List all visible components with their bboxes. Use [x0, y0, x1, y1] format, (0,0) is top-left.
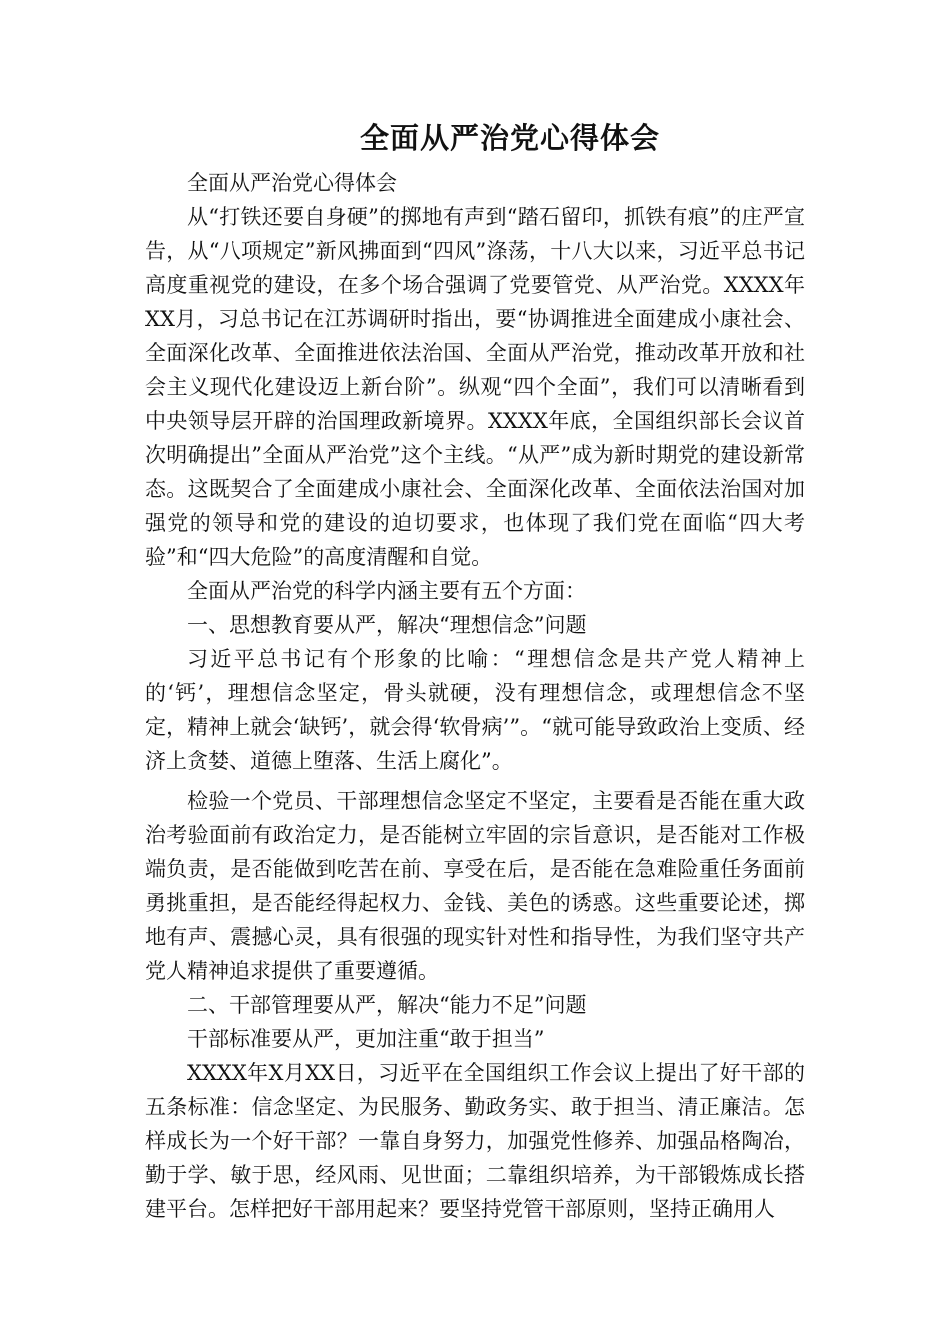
section-heading-1: 一、思想教育要从严，解决“理想信念”问题	[187, 613, 587, 637]
paragraph-ideals-test: 检验一个党员、干部理想信念坚定不坚定，主要看是否能在重大政治考验面前有政治定力，是否能树立牢固的宗旨意识，是否能对工作极端负责，是否能做到吃苦在前、享受在后，是否能在急难险重任务面前勇挑重担，是否能经得起权力、金钱、美色的诱惑。这些重要论述，掷地有声、震撼心灵，具有很强的现实针对性和指导性，为我们坚守共产党人精神追求提供了重要遵循。	[145, 789, 805, 983]
document-page	[145, 118, 805, 1226]
paragraph-ideals-metaphor: 习近平总书记有个形象的比喻：“理想信念是共产党人精神上的‘钙’，理想信念坚定，骨头就硬，没有理想信念，或理想信念不坚定，精神上就会‘缺钙’，就会得‘软骨病’”。“就可能导致政治上变质、经济上贪婪、道德上堕落、生活上腐化”。	[145, 647, 805, 773]
paragraph-intro: 从“打铁还要自身硬”的掷地有声到“踏石留印，抓铁有痕”的庄严宣告，从“八项规定”新风拂面到“四风”涤荡，十八大以来，习近平总书记高度重视党的建设，在多个场合强调了党要管党、从严治党。XXXX年XX月，习总书记在江苏调研时指出，要“协调推进全面建成小康社会、全面深化改革、全面推进依法治国、全面从严治党，推动改革开放和社会主义现代化建设迈上新台阶”。纵观“四个全面”，我们可以清晰看到中央领导层开辟的治国理政新境界。XXXX年底，全国组织部长会议首次明确提出”全面从严治党”这个主线。“从严”成为新时期党的建设新常态。这既契合了全面建成小康社会、全面深化改革、全面依法治国对加强党的领导和党的建设的迫切要求，也体现了我们党在面临“四大考验”和“四大危险”的高度清醒和自觉。	[145, 205, 805, 569]
paragraph-good-cadre: XXXX年X月XX日，习近平在全国组织工作会议上提出了好干部的五条标准：信念坚定、为民服务、勤政务实、敢于担当、清正廉洁。怎样成长为一个好干部？一靠自身努力，加强党性修养、加强品格陶冶，勤于学、敏于思，经风雨、见世面；二靠组织培养，为干部锻炼成长搭建平台。怎样把好干部用起来？要坚持党管干部原则，坚持正确用人	[145, 1061, 805, 1221]
document-title: 全面从严治党心得体会	[359, 121, 660, 155]
section-heading-2: 二、干部管理要从严，解决“能力不足”问题	[187, 993, 587, 1017]
paragraph-subtitle: 全面从严治党心得体会	[187, 171, 397, 195]
paragraph-five-aspects: 全面从严治党的科学内涵主要有五个方面：	[187, 579, 586, 603]
subheading-cadre-standard: 干部标准要从严，更加注重“敢于担当”	[187, 1027, 545, 1051]
